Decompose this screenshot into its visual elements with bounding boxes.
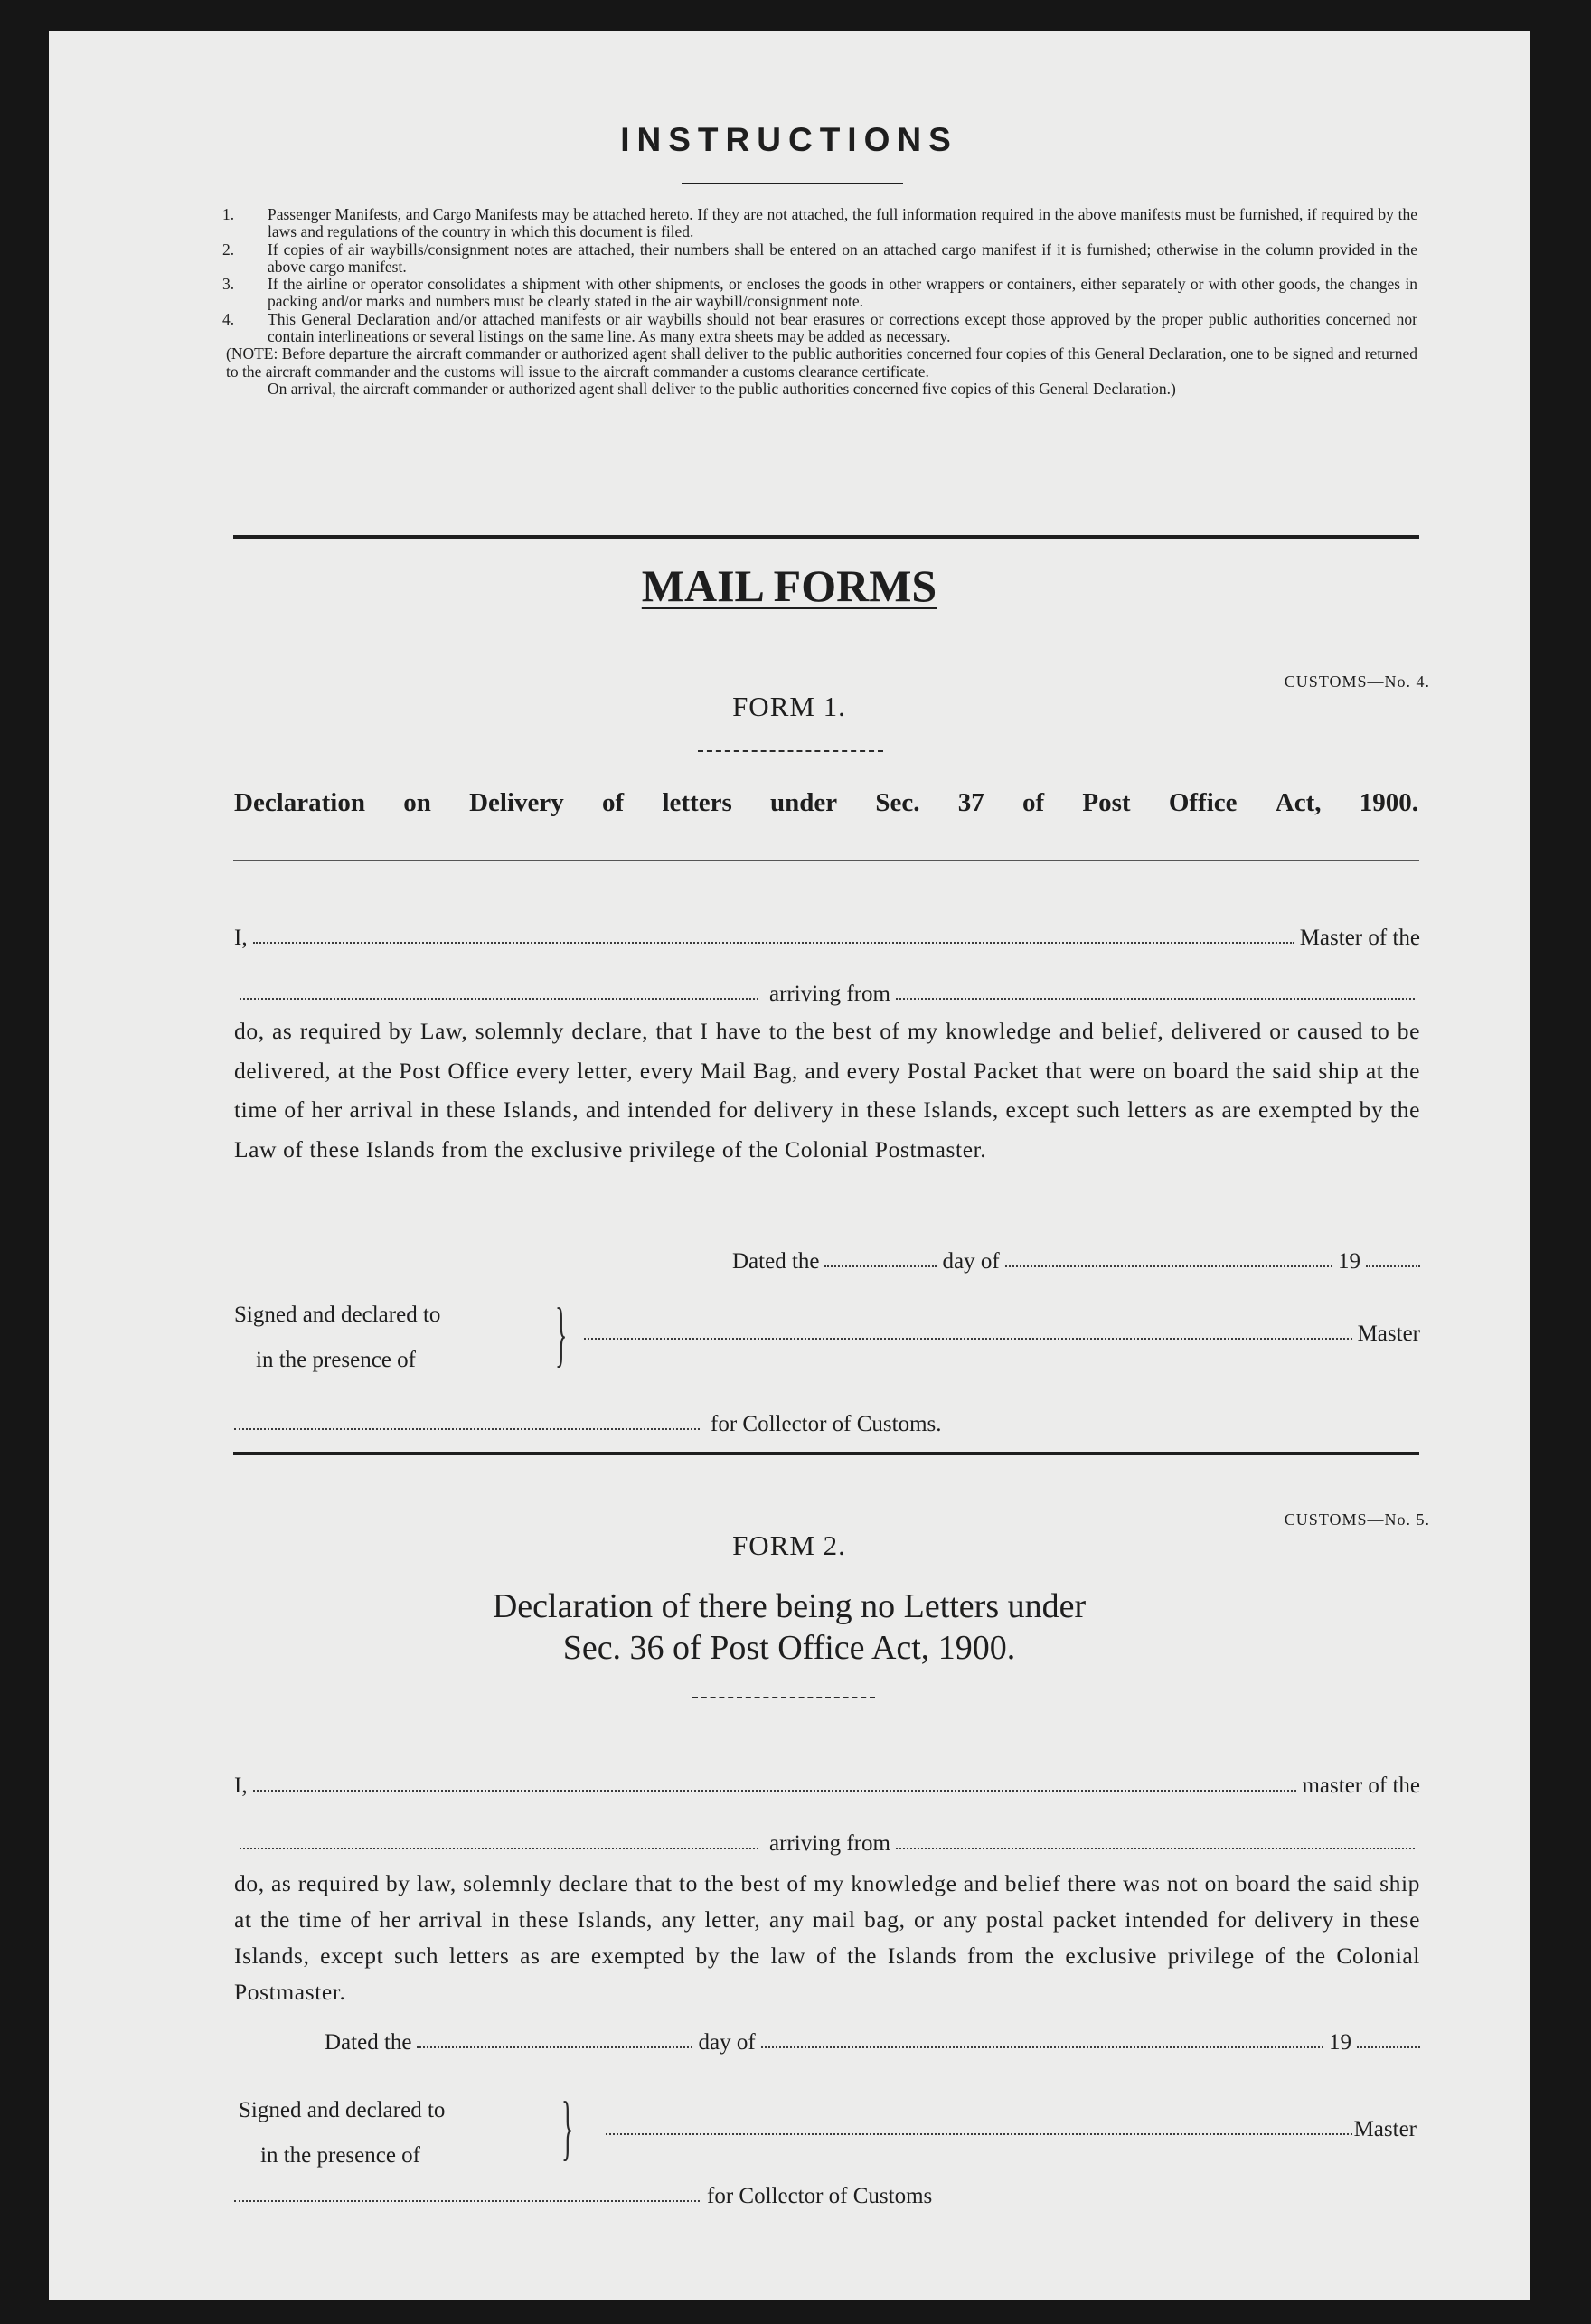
instruction-item bbox=[222, 240, 1417, 277]
form1-year-field[interactable] bbox=[1366, 1265, 1420, 1267]
form2-ship-field[interactable] bbox=[240, 1848, 758, 1849]
form1-master-of-label: Master of the bbox=[1299, 926, 1420, 950]
form1-name-field[interactable] bbox=[253, 942, 1294, 944]
form1-dated-label: Dated the bbox=[732, 1249, 820, 1274]
instruction-number: 1. bbox=[222, 205, 235, 223]
form2-signed-block bbox=[239, 2088, 445, 2178]
form2-title-underline bbox=[692, 1697, 875, 1698]
form1-arriving-from-label: arriving from bbox=[769, 982, 890, 1006]
section-divider bbox=[233, 535, 1419, 539]
instruction-item bbox=[222, 309, 1417, 346]
form2-origin-field[interactable] bbox=[896, 1848, 1415, 1849]
form2-dated-line bbox=[325, 2019, 1420, 2056]
form1-master-line bbox=[579, 1311, 1420, 1347]
instruction-number: 4. bbox=[222, 309, 235, 328]
form2-master-signature-field[interactable] bbox=[606, 2133, 1352, 2135]
form2-collector-line bbox=[234, 2173, 1048, 2209]
form2-name-field[interactable] bbox=[253, 1790, 1297, 1792]
document-page bbox=[49, 31, 1530, 2300]
declaration-word: Sec. bbox=[875, 788, 920, 817]
form1-dated-line bbox=[732, 1238, 1420, 1275]
instructions-title: INSTRUCTIONS bbox=[620, 121, 958, 158]
declaration-word: of bbox=[1022, 788, 1045, 817]
form1-collector-signature-field[interactable] bbox=[234, 1428, 700, 1430]
form1-master-signature-field[interactable] bbox=[584, 1338, 1352, 1340]
declaration-word: under bbox=[769, 788, 838, 817]
form2-signed-label: Signed and declared to bbox=[239, 2098, 446, 2122]
form1-heading-underline bbox=[698, 750, 883, 752]
form1-presence-label: in the presence of bbox=[256, 1348, 417, 1372]
form2-customs-number: CUSTOMS—No. 5. bbox=[1284, 1510, 1430, 1529]
form2-declaration-line2: Sec. 36 of Post Office Act, 1900. bbox=[562, 1629, 1016, 1667]
declaration-word: 1900. bbox=[1359, 788, 1418, 817]
form2-day-of-label: day of bbox=[698, 2030, 756, 2055]
form2-arriving-from-label: arriving from bbox=[769, 1831, 890, 1856]
declaration-word: Post bbox=[1082, 788, 1131, 817]
form1-month-field[interactable] bbox=[1005, 1265, 1332, 1267]
declaration-word: letters bbox=[662, 788, 732, 817]
form2-body: do, as required by law, solemnly declare that to the best of my knowledge and belief there was not on board the said ship at the time of her arrival in these Islands, any letter, any mail bag, or any postal packet intended for delivery in these Islands, except such letters as are exempted by the law of the Islands from the exclusive privilege of the Colonial Postmaster. bbox=[234, 1870, 1420, 2005]
form1-brace: } bbox=[555, 1294, 568, 1374]
declaration-word: of bbox=[602, 788, 625, 817]
form1-i-label: I, bbox=[234, 926, 248, 950]
form2-year-field[interactable] bbox=[1357, 2046, 1420, 2048]
declaration-word: 37 bbox=[957, 788, 984, 817]
form2-declaration-title bbox=[49, 1585, 1530, 1669]
mail-forms-title: MAIL FORMS bbox=[641, 560, 937, 611]
form2-collector-signature-field[interactable] bbox=[234, 2200, 700, 2202]
declaration-word: Act, bbox=[1275, 788, 1322, 817]
form2-heading: FORM 2. bbox=[732, 1529, 846, 1561]
form1-master-label: Master bbox=[1357, 1322, 1420, 1346]
instruction-note: (NOTE: Before departure the aircraft commander or authorized agent shall deliver to the public authorities concerned four copies of this General Declaration, one to be signed and returned to the aircraft commander and the customs will issue to the aircraft commander a customs clearance certificate. bbox=[226, 344, 1417, 381]
instruction-text: If copies of air waybills/consignment notes are attached, their numbers shall be entered on an attached cargo manifest if it is furnished; otherwise in the column provided in the above cargo manifest. bbox=[268, 240, 1417, 276]
form1-year-label: 19 bbox=[1338, 1249, 1360, 1274]
form2-master-line bbox=[600, 2106, 1417, 2142]
instructions-list bbox=[222, 205, 1417, 398]
declaration-word: on bbox=[403, 788, 431, 817]
form1-day-field[interactable] bbox=[824, 1265, 937, 1267]
form1-name-line bbox=[234, 915, 1420, 951]
form1-collector-label: for Collector of Customs. bbox=[711, 1412, 942, 1436]
form2-master-label: Master bbox=[1353, 2117, 1417, 2141]
instruction-text: If the airline or operator consolidates a shipment with other shipments, or encloses the goods in other wrappers or containers, either separately or with other goods, the changes in packing and/or marks and numbers must be clearly stated in the air waybill/consignment note. bbox=[268, 275, 1417, 311]
declaration-word: Declaration bbox=[234, 788, 365, 817]
form1-day-of-label: day of bbox=[942, 1249, 1000, 1274]
instruction-text: This General Declaration and/or attached manifests or air waybills should not bear erasures or corrections except those approved by the proper public authorities concerned nor contain interlineations or several listings on the same line. As many extra sheets may be added as necessary. bbox=[268, 309, 1417, 346]
form1-signed-block bbox=[234, 1293, 440, 1383]
form2-i-label: I, bbox=[234, 1774, 248, 1798]
instruction-text: Passenger Manifests, and Cargo Manifests may be attached hereto. If they are not attached, the full information required in the above manifests must be furnished, if required by the laws and regulations of the country in which this document is filed. bbox=[268, 205, 1417, 241]
declaration-word: Office bbox=[1168, 788, 1238, 817]
form2-collector-label: for Collector of Customs bbox=[707, 2184, 933, 2208]
declaration-word: Delivery bbox=[469, 788, 564, 817]
instruction-item bbox=[222, 205, 1417, 241]
form1-ship-line bbox=[234, 971, 1420, 1007]
form2-name-line bbox=[234, 1763, 1420, 1799]
form1-heading: FORM 1. bbox=[732, 691, 846, 722]
form2-master-of-label: master of the bbox=[1302, 1774, 1420, 1798]
form1-signed-label: Signed and declared to bbox=[234, 1303, 441, 1327]
instruction-note-arrival: On arrival, the aircraft commander or authorized agent shall deliver to the public authorities concerned five copies of this General Declaration.) bbox=[268, 379, 1176, 398]
form1-title-underline bbox=[233, 860, 1419, 861]
form2-day-field[interactable] bbox=[417, 2046, 692, 2048]
form1-ship-field[interactable] bbox=[240, 998, 758, 1000]
instruction-item bbox=[222, 275, 1417, 311]
form2-dated-label: Dated the bbox=[325, 2030, 412, 2055]
form2-month-field[interactable] bbox=[761, 2046, 1323, 2048]
instruction-number: 2. bbox=[222, 240, 235, 259]
instruction-number: 3. bbox=[222, 275, 235, 294]
form-divider bbox=[233, 1452, 1419, 1455]
form1-declaration-title bbox=[234, 788, 1418, 818]
form2-year-label: 19 bbox=[1329, 2030, 1351, 2055]
form2-declaration-line1: Declaration of there being no Letters under bbox=[492, 1587, 1087, 1625]
instructions-title-underline bbox=[682, 183, 903, 184]
form1-body: do, as required by Law, solemnly declare, that I have to the best of my knowledge and belief, delivered or caused to be delivered, at the Post Office every letter, every Mail Bag, and every Postal Packet that were on board the said ship at the time of her arrival in these Islands, and intended for delivery in these Islands, except such letters as are exempted by the Law of these Islands from the exclusive privilege of the Colonial Postmaster. bbox=[234, 1018, 1420, 1162]
form2-presence-label: in the presence of bbox=[260, 2143, 421, 2168]
form2-brace: } bbox=[561, 2088, 574, 2168]
form2-ship-line bbox=[234, 1821, 1420, 1857]
form1-origin-field[interactable] bbox=[896, 998, 1415, 1000]
form1-collector-line bbox=[234, 1401, 1048, 1437]
form1-customs-number: CUSTOMS—No. 4. bbox=[1284, 673, 1430, 691]
